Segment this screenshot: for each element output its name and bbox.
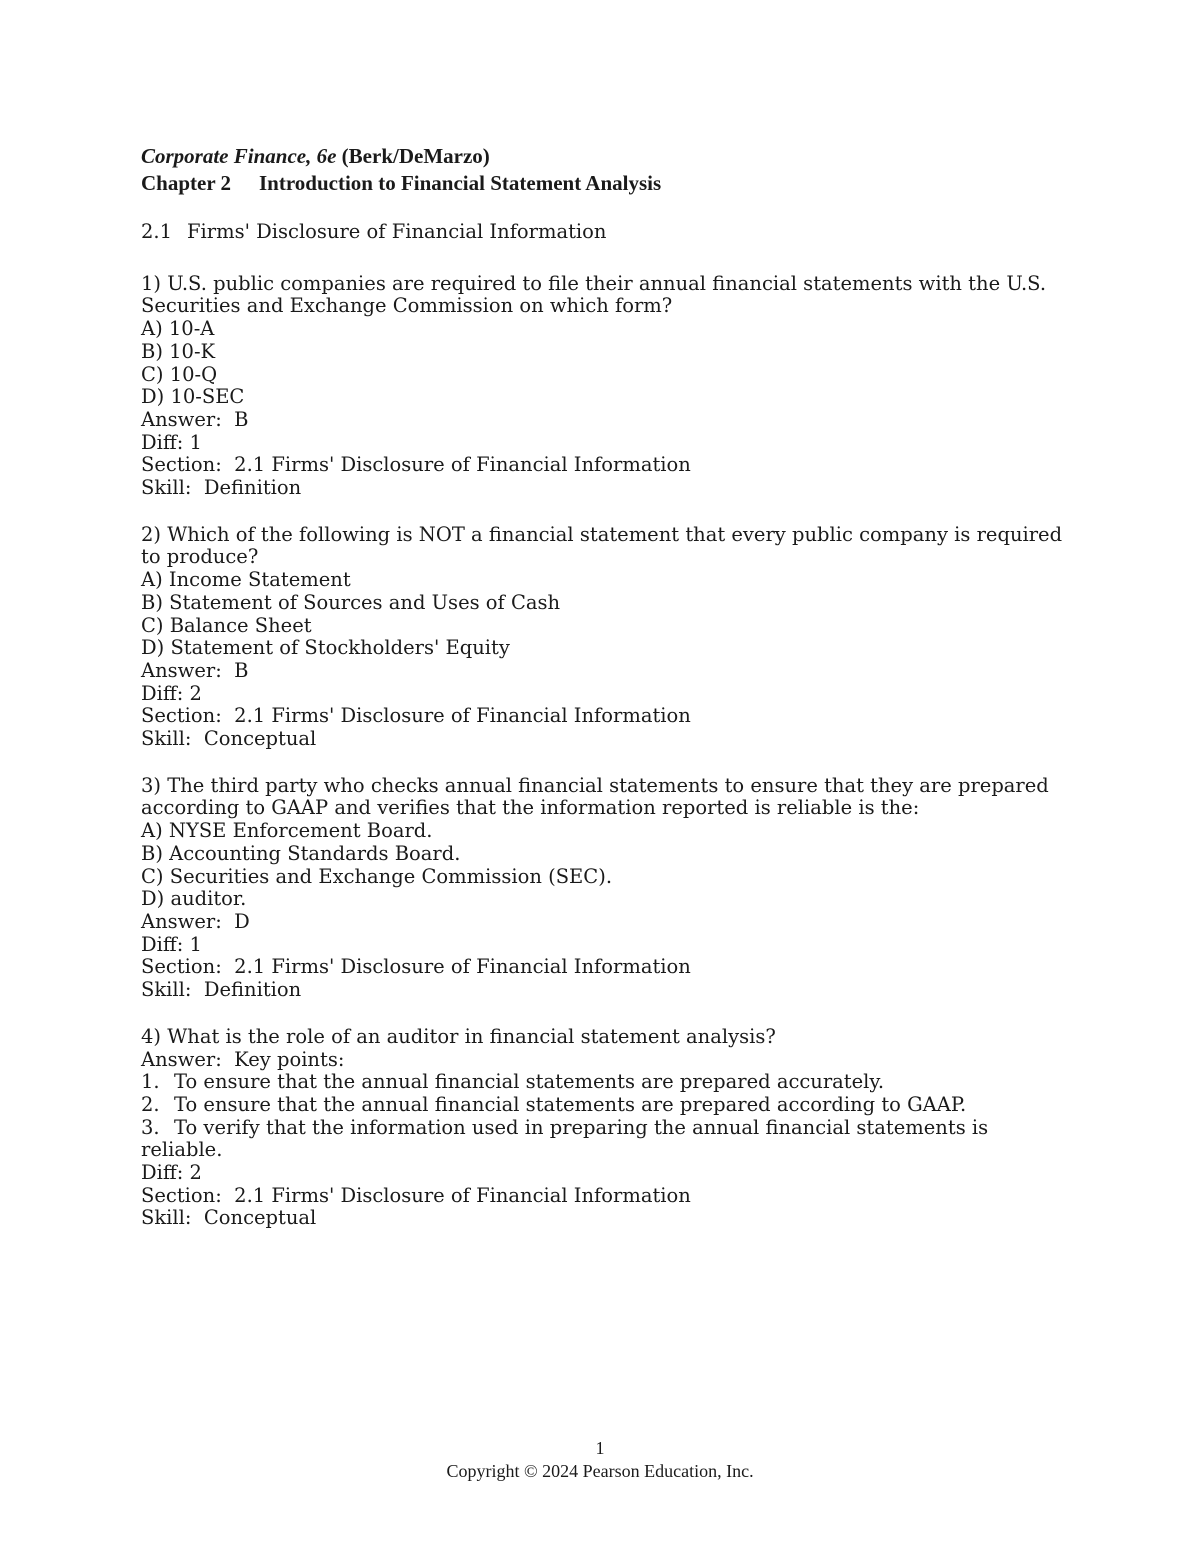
book-authors: (Berk/DeMarzo) bbox=[341, 144, 490, 168]
chapter-label: Chapter 2 bbox=[141, 171, 232, 195]
answer-line: Answer: Key points: bbox=[141, 1047, 345, 1071]
answer-line: Answer: B bbox=[141, 658, 249, 682]
skill-line: Skill: Conceptual bbox=[141, 1206, 317, 1230]
copyright-notice: Copyright © 2024 Pearson Education, Inc. bbox=[446, 1461, 754, 1481]
skill-line: Skill: Definition bbox=[141, 978, 302, 1002]
key-point bbox=[141, 1094, 1071, 1117]
answer-option: A) 10-A bbox=[141, 317, 215, 341]
question-stem: 3) The third party who checks annual financial statements to ensure that they are prepared according to GAAP and verifies that the information reported is reliable is the: bbox=[141, 773, 1055, 820]
answer-option: A) NYSE Enforcement Board. bbox=[141, 819, 433, 843]
section-line: Section: 2.1 Firms' Disclosure of Financial Information bbox=[141, 1183, 691, 1207]
answer-option: B) Statement of Sources and Uses of Cash bbox=[141, 590, 561, 614]
chapter-title-line bbox=[141, 170, 1071, 197]
difficulty-line: Diff: 1 bbox=[141, 430, 202, 454]
document-page bbox=[141, 143, 1071, 1254]
key-point bbox=[141, 1071, 1071, 1094]
key-point-text: To ensure that the annual financial statements are prepared according to GAAP. bbox=[174, 1092, 967, 1116]
key-point-number: 2. bbox=[141, 1092, 160, 1116]
question-stem: 2) Which of the following is NOT a financial statement that every public company is required to produce? bbox=[141, 522, 1069, 569]
difficulty-line: Diff: 2 bbox=[141, 1161, 202, 1185]
section-line: Section: 2.1 Firms' Disclosure of Financial Information bbox=[141, 704, 691, 728]
answer-option: B) Accounting Standards Board. bbox=[141, 841, 461, 865]
answer-option: C) Balance Sheet bbox=[141, 613, 312, 637]
key-point-number: 3. bbox=[141, 1115, 160, 1139]
skill-line: Skill: Definition bbox=[141, 476, 302, 500]
book-title: Corporate Finance, 6e bbox=[141, 144, 337, 168]
question-stem: 4) What is the role of an auditor in financial statement analysis? bbox=[141, 1024, 776, 1048]
page-number: 1 bbox=[595, 1438, 605, 1458]
answer-option: D) auditor. bbox=[141, 887, 247, 911]
page-footer bbox=[0, 1437, 1200, 1483]
answer-line: Answer: B bbox=[141, 407, 249, 431]
book-title-line bbox=[141, 143, 1071, 170]
question-3 bbox=[141, 775, 1071, 1002]
section-title: Firms' Disclosure of Financial Information bbox=[187, 220, 607, 243]
question-2 bbox=[141, 524, 1071, 751]
question-1 bbox=[141, 273, 1071, 500]
answer-option: A) Income Statement bbox=[141, 568, 351, 592]
skill-line: Skill: Conceptual bbox=[141, 727, 317, 751]
question-stem: 1) U.S. public companies are required to file their annual financial statements with the U.S. Securities and Exchange Commission on which form? bbox=[141, 271, 1053, 318]
key-point-text: To verify that the information used in preparing the annual financial statements is reliable. bbox=[141, 1115, 995, 1162]
answer-option: C) 10-Q bbox=[141, 362, 218, 386]
chapter-title: Introduction to Financial Statement Analysis bbox=[259, 171, 662, 195]
answer-option: D) Statement of Stockholders' Equity bbox=[141, 636, 510, 660]
key-point bbox=[141, 1117, 1071, 1162]
section-line: Section: 2.1 Firms' Disclosure of Financial Information bbox=[141, 955, 691, 979]
section-heading bbox=[141, 221, 1071, 244]
key-point-number: 1. bbox=[141, 1070, 160, 1094]
answer-option: B) 10-K bbox=[141, 339, 216, 363]
answer-option: D) 10-SEC bbox=[141, 385, 245, 409]
key-point-text: To ensure that the annual financial statements are prepared accurately. bbox=[174, 1070, 885, 1094]
section-line: Section: 2.1 Firms' Disclosure of Financial Information bbox=[141, 453, 691, 477]
difficulty-line: Diff: 2 bbox=[141, 681, 202, 705]
answer-option: C) Securities and Exchange Commission (SEC). bbox=[141, 864, 613, 888]
question-4 bbox=[141, 1026, 1071, 1230]
difficulty-line: Diff: 1 bbox=[141, 932, 202, 956]
answer-line: Answer: D bbox=[141, 909, 250, 933]
section-number: 2.1 bbox=[141, 220, 173, 243]
